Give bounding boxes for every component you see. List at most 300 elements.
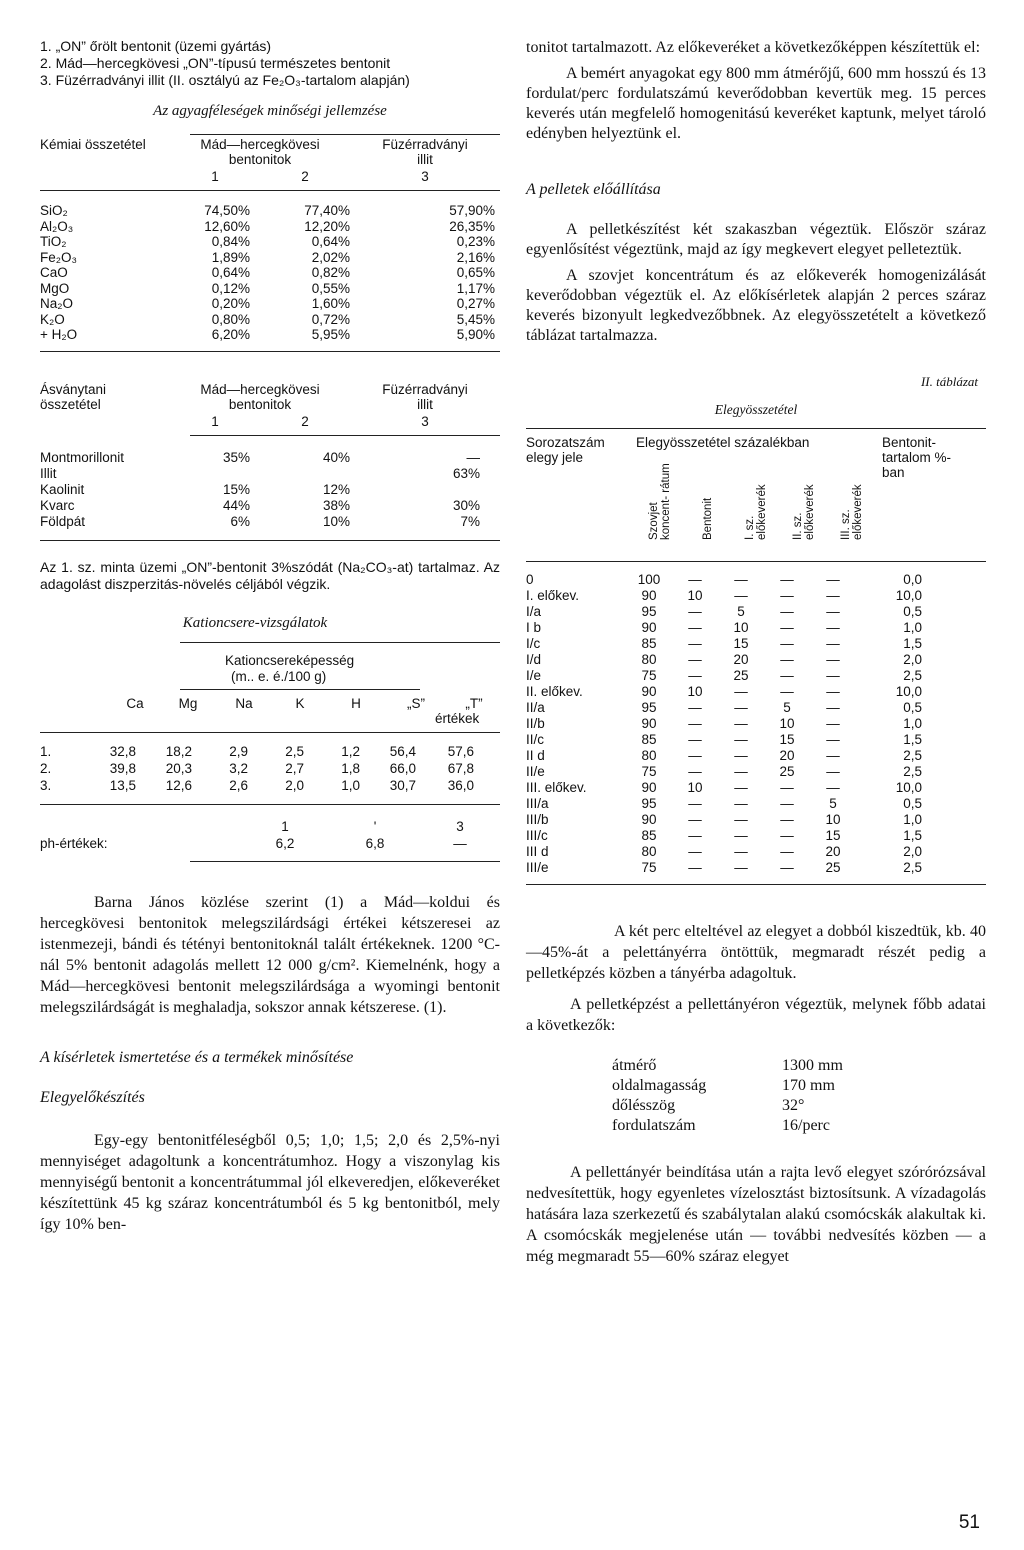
cell-value: —: [734, 844, 748, 859]
cell-mineral: Kaolinit: [40, 481, 85, 497]
col-number: 3: [421, 413, 429, 429]
paragraph: A bemért anyagokat egy 800 mm átmérőjű, 600 mm hosszú és 13 fordulat/perc fordulatszámú keverődobban kevertük meg. 15 perces keverés után megfelelő homogenitású keveréket kaptunk, melyet tároló edényben helyeztünk el.: [526, 65, 986, 142]
cell-value: 6%: [230, 513, 250, 529]
cell-compound: Al₂O₃: [40, 218, 74, 234]
cell-value: —: [826, 748, 840, 763]
cell-value: —: [466, 449, 480, 465]
cell-compound: Na₂O: [40, 296, 73, 311]
cell-value: 2,0: [903, 844, 922, 859]
cell-value: —: [688, 636, 702, 651]
cell-value: 0,5: [903, 700, 922, 715]
cell-value: 75: [641, 764, 657, 779]
right-column: [526, 38, 986, 1267]
cell-value: 80: [641, 652, 657, 667]
cell-compound: SiO₂: [40, 203, 68, 218]
paragraph: A pelletkészítést két szakaszban végeztük. Először száraz egyenlősítést végeztünk, majd az így megkevert elegyet pelleteztük.: [526, 221, 986, 258]
ph-col: 3: [456, 818, 464, 834]
col-header: Kémiai összetétel: [40, 137, 146, 152]
col-number: 2: [301, 413, 309, 429]
cell-value: 2,5: [903, 860, 922, 875]
cell-value: —: [734, 700, 748, 715]
table-row: [526, 812, 986, 828]
cell-mineral: Montmorillonit: [40, 449, 125, 465]
col-header: Elegyösszetétel százalékban: [636, 435, 810, 450]
table-row: [40, 450, 500, 466]
cell-value: 25: [779, 764, 795, 779]
cell-value: —: [734, 860, 748, 875]
cell-value: 5: [829, 796, 837, 811]
col-header: bentonitok: [228, 396, 292, 412]
capacity-unit: (m.. e. é./100 g): [231, 668, 327, 684]
cell-value: 1,8: [341, 760, 360, 776]
cell-value: —: [734, 748, 748, 763]
cell-value: —: [734, 780, 748, 795]
spec-value: 1300 mm: [782, 1057, 843, 1074]
cell-series: III/b: [526, 812, 549, 827]
cell-value: 1,5: [903, 636, 922, 651]
note-paragraph: Az 1. sz. minta üzemi „ON”-bentonit 3%szódát (Na₂CO₃-at) tartalmaz. Az adagolást diszperzitás-növelés céljából végzik.: [40, 558, 500, 592]
cell-value: —: [688, 716, 702, 731]
cell-value: 26,35%: [449, 218, 495, 234]
cell-value: 1,60%: [311, 296, 350, 311]
col-header: Mg: [178, 695, 198, 711]
table-row: [40, 296, 500, 312]
table-row: [40, 312, 500, 328]
cell-value: 74,50%: [204, 203, 250, 218]
col-header: „S”: [407, 695, 425, 711]
table-row: [526, 700, 986, 716]
cell-value: [250, 466, 350, 482]
cell-value: —: [688, 812, 702, 827]
cell-value: [350, 482, 480, 498]
cell-value: 1,0: [903, 620, 922, 635]
cell-value: 10: [687, 780, 703, 795]
table-label: II. táblázat: [920, 374, 978, 389]
cell-value: —: [734, 572, 748, 587]
vertical-header: I. sz. előkeverék: [744, 484, 768, 540]
table-row: [40, 743, 500, 760]
cell-value: —: [780, 652, 794, 667]
chemical-table: [40, 134, 500, 352]
vertical-header: II. sz. előkeverék: [792, 484, 816, 540]
table-row: [526, 636, 986, 652]
cell-value: 0,55%: [311, 280, 350, 296]
cell-value: 66,0: [389, 760, 416, 776]
table-row: [526, 604, 986, 620]
cell-value: —: [734, 812, 748, 827]
table-row: [40, 234, 500, 250]
cell-value: —: [734, 828, 748, 843]
cell-value: 15: [779, 732, 795, 747]
cell-value: —: [734, 732, 748, 747]
cell-series: 0: [526, 572, 534, 587]
table-row: [40, 498, 500, 514]
cell-value: —: [688, 700, 702, 715]
cell-compound: + H₂O: [40, 327, 78, 342]
table-row: [40, 777, 500, 794]
cell-value: —: [826, 620, 840, 635]
cell-value: 0,23%: [456, 234, 495, 249]
cell-value: 10,0: [895, 684, 922, 699]
cell-value: 39,8: [109, 760, 136, 776]
cell-mineral: Földpát: [40, 513, 86, 529]
cell-value: 1,0: [903, 812, 922, 827]
cell-series: I b: [526, 620, 542, 635]
cell-value: 95: [641, 796, 657, 811]
col-header: H: [351, 695, 361, 711]
spec-key: átmérő: [612, 1057, 657, 1074]
spec-row: [612, 1116, 986, 1136]
cell-value: —: [826, 780, 840, 795]
cell-series: II. előkev.: [526, 684, 583, 699]
cell-value: 85: [641, 636, 657, 651]
cell-value: 2,9: [229, 743, 248, 759]
mix-table: [526, 402, 986, 885]
cell-value: 77,40%: [304, 203, 350, 218]
cell-value: 20: [825, 844, 841, 859]
cell-value: 0,64%: [211, 265, 250, 280]
cell-value: 7%: [460, 513, 480, 529]
table-row: [526, 828, 986, 844]
cell-compound: MgO: [40, 280, 70, 296]
col-header: Bentonit-tartalom %-ban: [882, 435, 952, 480]
cell-value: 1.: [40, 743, 52, 759]
list-item: 1. „ON” őrölt bentonit (üzemi gyártás): [40, 38, 272, 54]
table-row: [526, 796, 986, 812]
cell-value: —: [780, 780, 794, 795]
cell-value: 10: [825, 812, 841, 827]
heading-elegy: Elegyelőkészítés: [40, 1088, 145, 1106]
cell-value: [210, 466, 250, 482]
cell-value: —: [688, 572, 702, 587]
table-row: [526, 652, 986, 668]
vertical-header-cell: [684, 460, 732, 540]
cell-value: 15: [825, 828, 841, 843]
cell-value: —: [688, 828, 702, 843]
table-row: [40, 265, 500, 281]
cell-value: 1,0: [903, 716, 922, 731]
cell-value: —: [734, 764, 748, 779]
cell-value: 57,90%: [449, 203, 495, 218]
cell-value: 18,2: [165, 743, 192, 759]
cation-title: Kationcsere-vizsgálatok: [182, 614, 328, 631]
cell-value: 13,5: [109, 777, 136, 793]
cell-value: 35%: [222, 449, 250, 465]
cell-value: 2.: [40, 760, 52, 776]
cell-value: 20: [779, 748, 795, 763]
cell-value: 6,20%: [211, 327, 250, 342]
table-row: [40, 466, 500, 482]
cell-value: 2,7: [285, 760, 304, 776]
col-header: Füzérradványi: [382, 381, 468, 397]
sample-list: [40, 38, 500, 89]
mineral-rows: [40, 450, 500, 530]
cell-value: 3,2: [229, 760, 248, 776]
cell-value: 90: [641, 588, 657, 603]
vertical-header: Bentonit: [702, 497, 714, 540]
cell-value: —: [826, 604, 840, 619]
cell-value: —: [780, 604, 794, 619]
cell-mineral: Kvarc: [40, 497, 75, 513]
ph-value: 6,8: [365, 835, 385, 851]
section-title: Az agyagféleségek minőségi jellemzése: [153, 103, 387, 119]
cell-value: 12%: [322, 481, 350, 497]
cell-value: 80: [641, 748, 657, 763]
cell-value: 1,89%: [211, 249, 250, 265]
cell-value: 2,16%: [456, 249, 495, 265]
cell-value: 0,5: [903, 604, 922, 619]
table-row: [40, 219, 500, 235]
cell-value: 12,6: [165, 777, 192, 793]
spec-key: fordulatszám: [612, 1117, 696, 1134]
col-number: 3: [421, 169, 429, 184]
cell-value: —: [780, 588, 794, 603]
cell-value: —: [780, 812, 794, 827]
col-header: K: [295, 695, 305, 711]
cell-value: 1,0: [341, 777, 360, 793]
cell-value: —: [688, 620, 702, 635]
cell-value: 2,02%: [311, 249, 350, 265]
cell-value: 5,90%: [456, 327, 495, 342]
cell-series: II d: [526, 748, 545, 763]
cell-series: I. előkev.: [526, 588, 580, 603]
cell-value: —: [734, 588, 748, 603]
vertical-header-cell: [636, 460, 684, 540]
cell-value: 10: [779, 716, 795, 731]
cell-series: I/a: [526, 604, 542, 619]
cell-series: III/c: [526, 828, 548, 843]
cell-series: III d: [526, 844, 549, 859]
table-row: [40, 250, 500, 266]
cell-value: —: [780, 620, 794, 635]
cell-value: —: [688, 844, 702, 859]
cell-value: —: [826, 588, 840, 603]
spec-list: [612, 1056, 986, 1136]
spec-key: oldalmagasság: [612, 1077, 707, 1094]
cell-value: 1,5: [903, 828, 922, 843]
ph-label: ph-értékek:: [40, 835, 108, 851]
cell-value: —: [780, 572, 794, 587]
cell-value: 5: [737, 604, 745, 619]
cell-value: 38%: [322, 497, 350, 513]
cell-value: 10,0: [895, 588, 922, 603]
cell-value: 90: [641, 780, 657, 795]
cell-value: 67,8: [447, 760, 474, 776]
vertical-header-cell: [732, 460, 780, 540]
table-row: [526, 668, 986, 684]
cell-value: —: [734, 796, 748, 811]
cell-value: 2,5: [903, 764, 922, 779]
cell-value: 2,5: [903, 668, 922, 683]
table-row: [526, 764, 986, 780]
cell-series: I/d: [526, 652, 542, 667]
ph-value: —: [453, 835, 467, 851]
table-row: [40, 760, 500, 777]
table-row: [526, 844, 986, 860]
capacity-label: Kationcsereképesség: [225, 652, 355, 668]
cell-value: 15: [733, 636, 749, 651]
cell-value: 0,65%: [456, 265, 495, 280]
table-row: [526, 572, 986, 588]
cell-value: 5,45%: [456, 311, 495, 327]
heading-pellet: A pelletek előállítása: [526, 181, 661, 198]
cell-value: —: [780, 828, 794, 843]
cation-rows: [40, 743, 500, 794]
cell-series: I/e: [526, 668, 542, 683]
cell-compound: TiO₂: [40, 234, 67, 249]
spec-row: [612, 1056, 986, 1076]
cell-value: 80: [641, 844, 657, 859]
cell-value: —: [734, 716, 748, 731]
chem-rows: [40, 203, 500, 343]
spec-row: [612, 1096, 986, 1116]
paragraph: A szovjet koncentrátum és az előkeverék homogenizálását keverődobban végeztük el. Az előkísérletek alapján 2 perces száraz keverés bizonyult legkedvezőbbnek. Az elegyösszetételt a következő táblázat tartalmazza.: [526, 267, 986, 344]
ph-value: 6,2: [275, 835, 295, 851]
cell-value: 2,6: [229, 777, 248, 793]
cell-value: 57,6: [447, 743, 474, 759]
col-number: 1: [211, 169, 219, 184]
cell-value: 85: [641, 732, 657, 747]
cell-value: 1,17%: [456, 280, 495, 296]
spec-value: 16/perc: [782, 1117, 830, 1134]
cell-series: III/a: [526, 796, 549, 811]
col-header: Füzérradványi: [382, 137, 468, 152]
cell-value: 0,20%: [211, 296, 250, 311]
cell-value: 90: [641, 716, 657, 731]
vertical-header-cell: [828, 460, 876, 540]
cell-compound: CaO: [40, 265, 68, 280]
page-number: 51: [958, 1512, 980, 1533]
col-header: bentonitok: [228, 152, 292, 167]
cell-value: 1,2: [341, 743, 360, 759]
paragraph: A két perc elteltével az elegyet a dobból kiszedtük, kb. 40—45%-át a pelettányérra öntöttük, megmaradt részét pedig a pelletképzés közben a tányérba adagoltuk.: [526, 923, 986, 982]
table-row: [40, 482, 500, 498]
cell-value: 0,72%: [311, 311, 350, 327]
cell-value: —: [780, 684, 794, 699]
col-header: illit: [417, 396, 433, 412]
col-header: „T”: [465, 695, 483, 711]
cell-series: II/a: [526, 700, 545, 715]
cell-value: 10: [733, 620, 749, 635]
list-item: 3. Füzérradványi illit (II. osztályú az Fe₂O₃-tartalom alapján): [40, 72, 410, 88]
cell-value: 0,82%: [311, 265, 350, 280]
cell-value: 63%: [452, 465, 480, 481]
cell-mineral: Illit: [40, 465, 57, 481]
vertical-header-cell: [780, 460, 828, 540]
cell-value: —: [780, 844, 794, 859]
cell-value: 20,3: [165, 760, 192, 776]
cell-value: —: [688, 652, 702, 667]
cell-value: 90: [641, 684, 657, 699]
cell-value: —: [826, 700, 840, 715]
cell-value: 40%: [322, 449, 350, 465]
cell-value: —: [826, 668, 840, 683]
cell-series: I/c: [526, 636, 541, 651]
cell-value: —: [780, 860, 794, 875]
cell-value: —: [780, 796, 794, 811]
paragraph: A pelletképzést a pellettányéron végeztük, melynek főbb adatai a következők:: [526, 996, 986, 1034]
table-row: [40, 327, 500, 343]
cation-header: [110, 696, 500, 711]
cell-value: 5,95%: [311, 327, 350, 342]
col-header: Mád—hercegkövesi: [200, 381, 320, 397]
cell-value: 2,5: [285, 743, 304, 759]
cell-value: 95: [641, 700, 657, 715]
table-row: [40, 203, 500, 219]
cell-series: III. előkev.: [526, 780, 587, 795]
table-row: [526, 748, 986, 764]
mineral-table: [40, 382, 500, 541]
table-row: [526, 860, 986, 876]
cell-value: 2,5: [903, 748, 922, 763]
mix-rows: [526, 572, 986, 876]
cell-value: —: [826, 572, 840, 587]
cell-value: 12,20%: [304, 218, 350, 234]
cell-value: —: [688, 748, 702, 763]
vertical-header: III. sz. előkeverék: [840, 484, 864, 540]
paragraph-barna: Barna János közlése szerint (1) a Mád—koldui és hercegkövesi bentonitok melegszilárdsági értékei kétszeresei az istenmezeji, bándi és tétényi bentonitoknál talált értékeknek. 1200 °C-nál 5% bentonit adagolás mellett 12 000 g/cm². Kiemelnénk, hogy a Mád—hercegkövesi bentonit melegszilárdsága a wyomingi bentonit melegszilárdságát is meghaladja, sokszor annak kétszerese. (1).: [40, 893, 500, 1016]
cell-value: 0,80%: [211, 311, 250, 327]
cell-value: —: [688, 764, 702, 779]
col-header: Mád—hercegkövesi: [200, 137, 320, 152]
left-column: [40, 38, 500, 1235]
vertical-header: Szovjet koncent- rátum: [648, 463, 672, 540]
col-number: 1: [211, 413, 219, 429]
cell-value: 2,0: [903, 652, 922, 667]
cell-value: 36,0: [447, 777, 474, 793]
cell-series: II/e: [526, 764, 545, 779]
ph-col: ': [373, 818, 377, 834]
cell-value: 25: [825, 860, 841, 875]
cell-value: 20: [733, 652, 749, 667]
cell-value: —: [826, 732, 840, 747]
cell-value: 3.: [40, 777, 52, 793]
spec-row: [612, 1076, 986, 1096]
list-item: 2. Mád—hercegkövesi „ON”-típusú természetes bentonit: [40, 55, 391, 71]
cell-value: 95: [641, 604, 657, 619]
cell-value: —: [688, 796, 702, 811]
cell-value: 10%: [322, 513, 350, 529]
cell-value: —: [780, 636, 794, 651]
cell-value: 75: [641, 860, 657, 875]
col-number: 2: [301, 169, 309, 184]
col-header: Na: [235, 695, 253, 711]
col-header: Sorozatszám elegy jele: [526, 435, 605, 465]
cell-value: 10: [687, 588, 703, 603]
cell-value: 90: [641, 812, 657, 827]
table-row: [526, 684, 986, 700]
cell-value: 0,84%: [211, 234, 250, 249]
cell-value: 10,0: [895, 780, 922, 795]
cell-value: —: [734, 684, 748, 699]
paragraph-elegy: Egy-egy bentonitféleségből 0,5; 1,0; 1,5; 2,0 és 2,5%-nyi mennyiséget adagoltunk a koncentrátumhoz. Hogy a viszonylag kis mennyiségű bentonit a koncentrátummal jól elkeveredjen, előkeveréket készítettünk 45 kg száraz koncentrátumból és 5 kg bentonitból, mely így 10% ben-: [40, 1131, 500, 1233]
cation-table: [40, 615, 500, 862]
cell-value: 12,60%: [204, 218, 250, 234]
cell-value: —: [688, 668, 702, 683]
cell-value: 30,7: [389, 777, 416, 793]
cell-value: 5: [783, 700, 791, 715]
col-header: Ca: [126, 695, 144, 711]
ertekek-label: értékek: [435, 710, 480, 726]
cell-value: —: [688, 732, 702, 747]
vertical-headers: [636, 460, 876, 540]
cell-series: II/c: [526, 732, 545, 747]
cell-value: 56,4: [389, 743, 416, 759]
spec-value: 170 mm: [782, 1077, 835, 1094]
table-row: [526, 732, 986, 748]
cell-value: 0,5: [903, 796, 922, 811]
cell-compound: Fe₂O₃: [40, 249, 77, 265]
